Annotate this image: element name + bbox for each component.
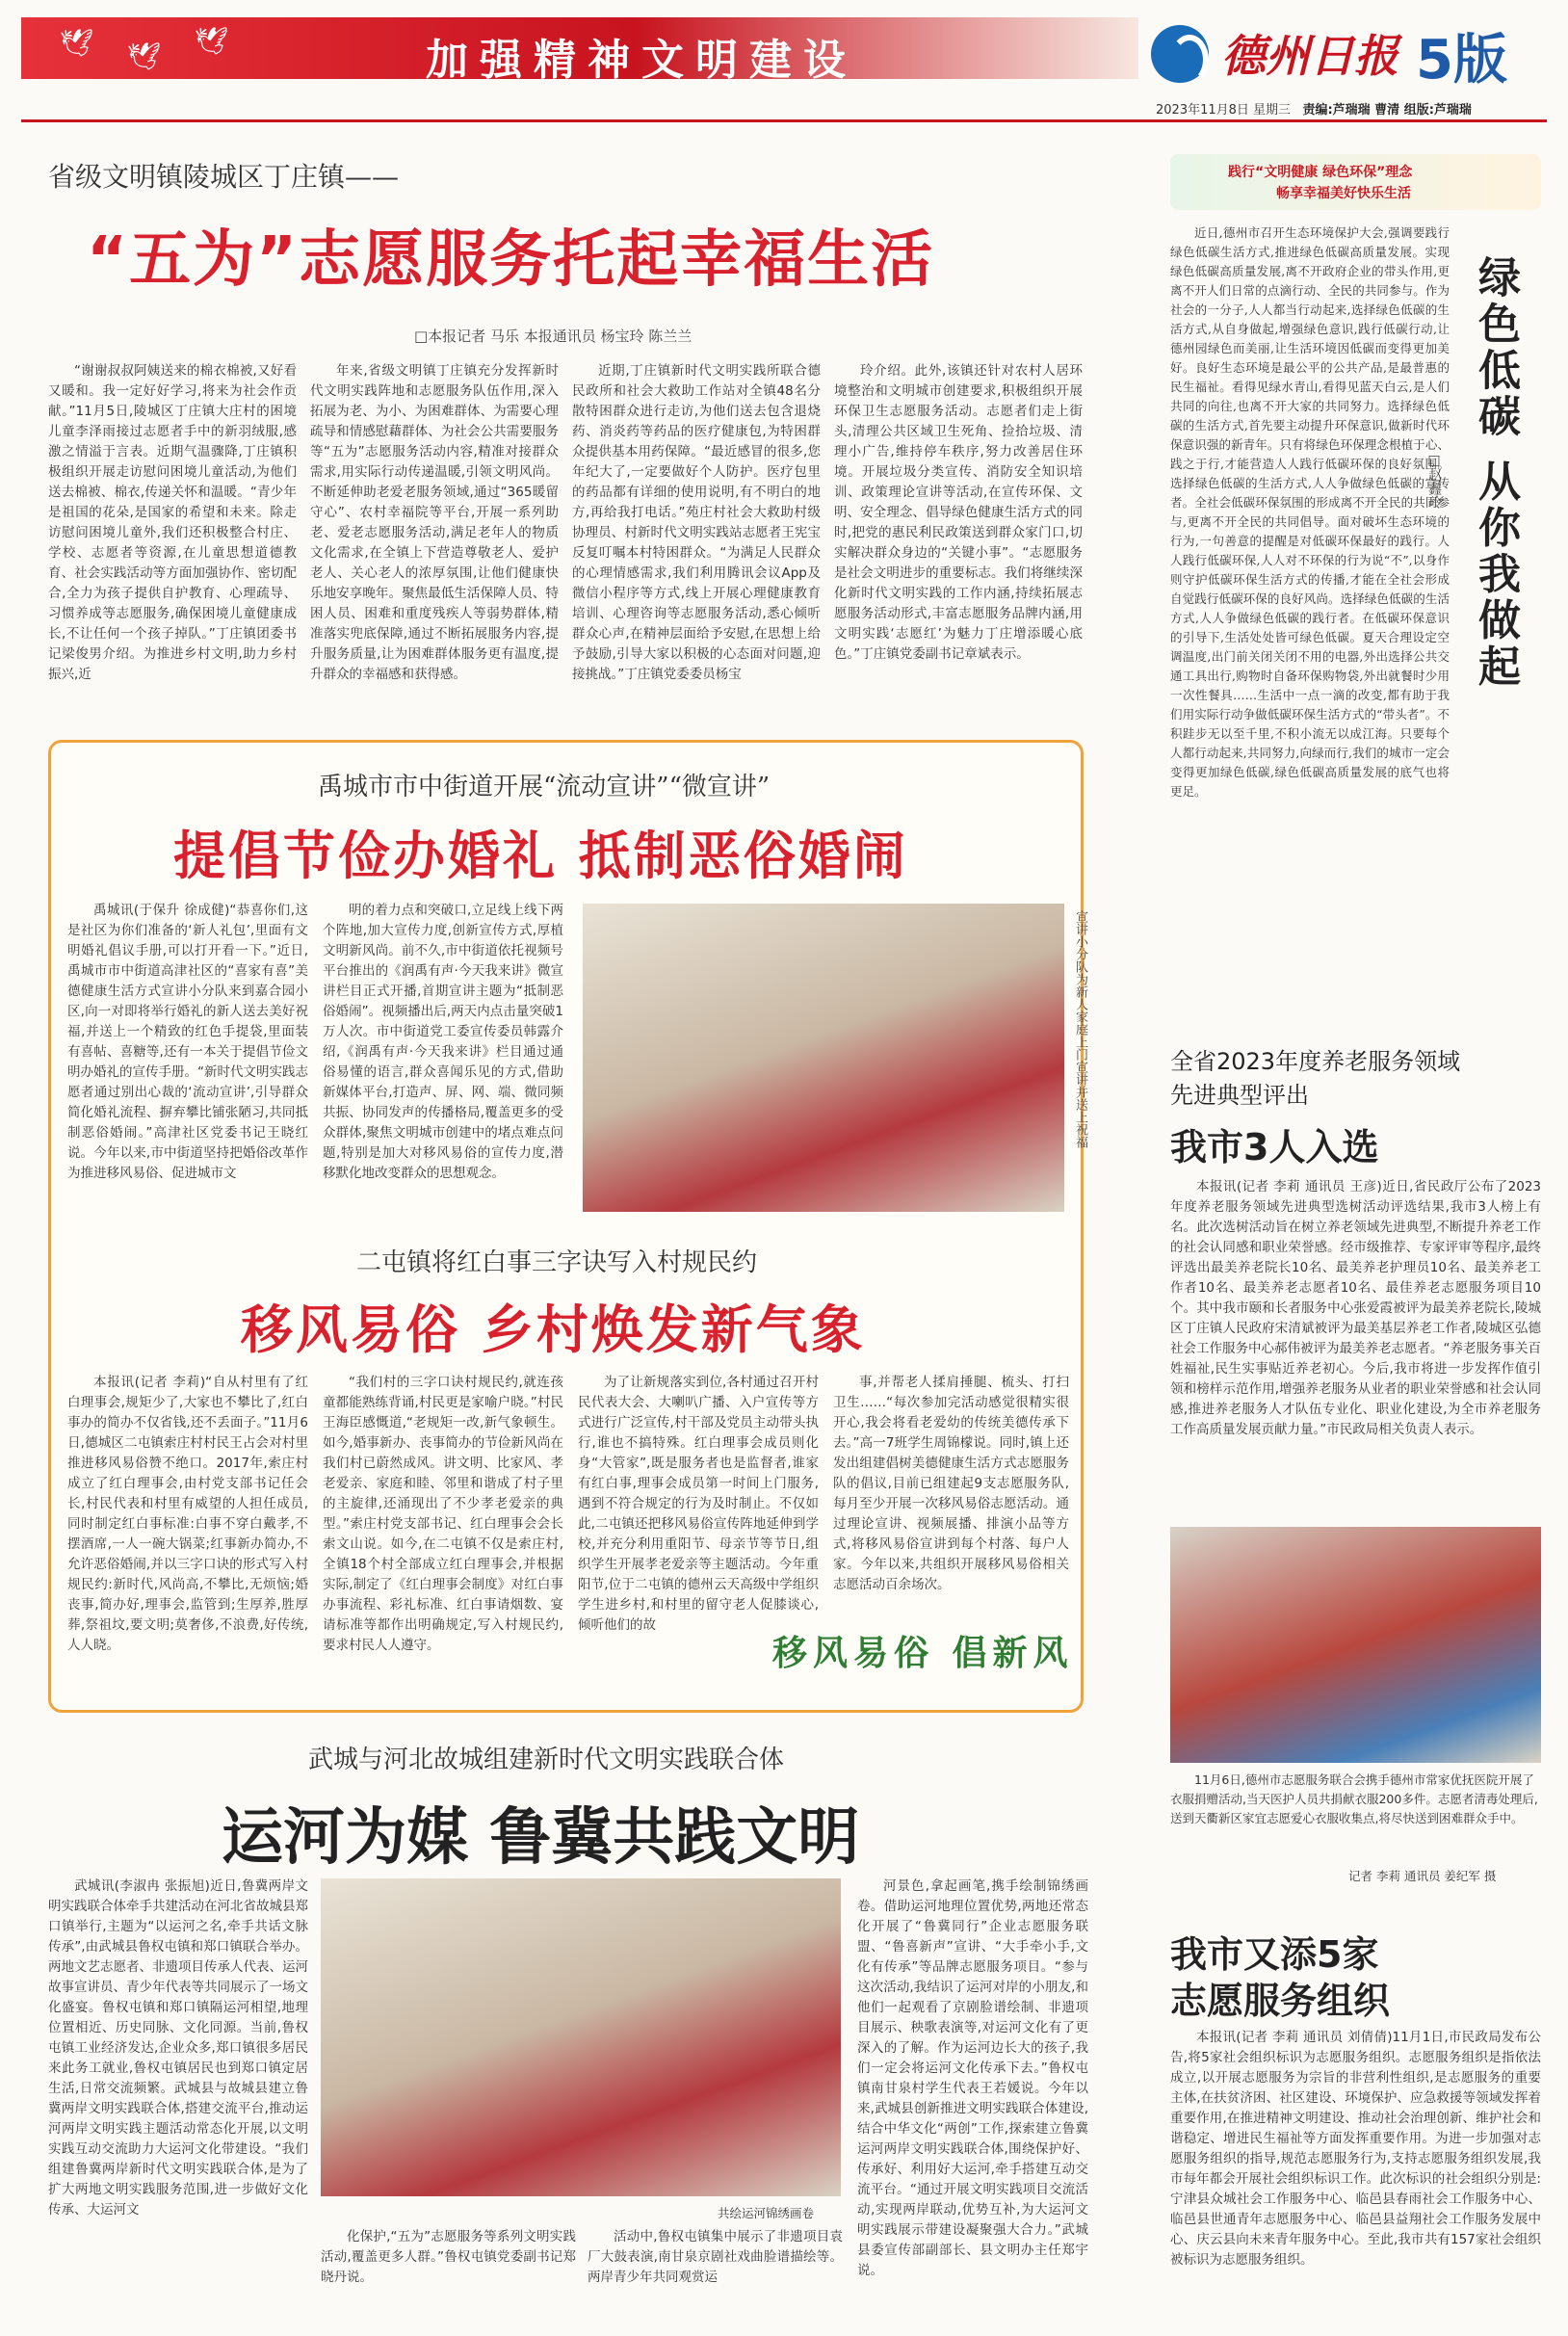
right1-photo-credit: 记者 李莉 通讯员 姜纪军 摄 (1348, 1869, 1497, 1883)
dateline (1156, 99, 1472, 118)
lead-column-4: 玲介绍。此外,该镇还针对农村人居环境整治和文明城市创建要求,积极组织开展环保卫生志愿服务活动。志愿者们走上街头,清理公共区域卫生死角、捡拾垃圾、清理小广告,维持停车秩序,努力改善居住环境。开展垃圾分类宣传、消防安全知识培训、政策理论宣讲等活动,在宣传环保、文明、安全理念、倡导绿色健康生活方式的同时,把党的惠民利民政策送到群众家门口,切实解决群众身边的“关键小事”。“志愿服务是社会文明进步的重要标志。我们将继续深化新时代文明实践的工作内涵,持续拓展志愿服务活动形式,丰富志愿服务品牌内涵,用文明实践‘志愿红’为魅力丁庄增添暖心底色。”丁庄镇党委副书记章斌表示。 (834, 363, 1083, 662)
sidebar-vertical-title: 绿色低碳 从你我做起 (1471, 255, 1520, 691)
story3-photo-caption: 共绘运河锦绣画卷 (718, 2206, 815, 2220)
paper-name: 德州日报 (1221, 30, 1398, 82)
story2-column-2: “我们村的三字口诀村规民约,就连孩童都能熟练背诵,村民更是家喻户晓。”村民王海臣感慨道,“老规矩一改,新气象顿生。如今,婚事新办、丧事简办的节俭新风尚在我们村已蔚然成风。讲文明、比家风、孝老爱亲、家庭和睦、邻里和谐成了村子里的主旋律,还涌现出了不少孝老爱亲的典型。”索庄村党支部书记、红白理事会会长索文山说。如今,在二屯镇不仅是索庄村,全镇18个村全部成立红白理事会,并根据实际,制定了《红白理事会制度》对红白事办事流程、彩礼标准、红白事请烟数、宴请标准等都作出明确规定,写入村规民约,要求村民人人遵守。 (323, 1375, 563, 1653)
story2-column-3: 为了让新规落实到位,各村通过召开村民代表大会、大喇叭广播、入户宣传等方式进行广泛宣传,村干部及党员主动带头执行,谁也不搞特殊。红白理事会成员则化身“大管家”,既是服务者也是监督者,谁家有红白事,理事会成员第一时间上门服务,遇到不符合规定的行为及时制止。不仅如此,二屯镇还把移风易俗宣传阵地延伸到学校,并充分利用重阳节、母亲节等节日,组织学生开展孝老爱亲等主题活动。今年重阳节,位于二屯镇的德州云天高级中学组织学生进乡村,和村里的留守老人促膝谈心,倾听他们的故 (578, 1375, 819, 1633)
story3-column-3: 活动中,鲁权屯镇集中展示了非遗项目袁厂大鼓表演,南甘泉京剧社戏曲脸谱描绘等。两岸青少年共同观赏运 (588, 2229, 843, 2285)
story3-subhead: 武城与河北故城组建新时代文明实践联合体 (308, 1745, 785, 1774)
right1-subhead-2: 先进典型评出 (1170, 1082, 1309, 1109)
story1-column-2: 明的着力点和突破口,立足线上线下两个阵地,加大宣传力度,创新宣传方式,厚植文明新风尚。前不久,市中街道依托视频号平台推出的《润禹有声·今天我来讲》微宣讲栏目正式开播,首期宣讲主题为“抵制恶俗婚闹”。视频播出后,两天内点击量突破1万人次。市中街道党工委宣传委员韩露介绍,《润禹有声·今天我来讲》栏目通过通俗易懂的语言,群众喜闻乐见的方式,借助新媒体平台,打造声、屏、网、端、微同频共振、协同发声的传播格局,覆盖更多的受众群体,聚焦文明城市创建中的堵点难点问题,特别是加大对移风易俗的宣传力度,潜移默化地改变群众的思想观念。 (323, 903, 563, 1181)
story2-headline: 移风易俗 乡村焕发新气象 (241, 1299, 866, 1360)
story2-subhead: 二屯镇将红白事三字诀写入村规民约 (356, 1248, 758, 1277)
lead-column-3: 近期,丁庄镇新时代文明实践所联合德民政所和社会大救助工作站对全镇48名分散特困群众进行走访,为他们送去包含退烧药、消炎药等药品的医疗健康包,为特困群众提供基本用药保障。“最近感冒的很多,您年纪大了,一定要做好个人防护。医疗包里的药品都有详细的使用说明,有不明白的地方,再给我打电话。”苑庄村社会大救助村级协理员、村新时代文明实践站志愿者王宪宝反复叮嘱本村特困群众。“为满足人民群众的心理情感需求,我们利用腾讯会议App及微信小程序等方式,线上开展心理健康教育培训、心理咨询等志愿服务活动,悉心倾听群众心声,在精神层面给予安慰,在思想上给予鼓励,引导大家以积极的心态面对问题,迎接挑战。”丁庄镇党委委员杨宝 (572, 363, 821, 682)
story1-photo-caption: 宣讲小分队为新人家庭上门宣讲并送上祝福 (1073, 910, 1087, 1148)
story3-column-4: 河景色,拿起画笔,携手绘制锦绣画卷。借助运河地理位置优势,两地还常态化开展了“鲁冀同行”企业志愿服务联盟、“鲁喜新声”宣讲、“大手牵小手,文化有传承”等品牌志愿服务项目。“参与这次活动,我结识了运河对岸的小朋友,和他们一起观看了京剧脸谱绘制、非遗项目展示、秧歌表演等,对运河文化有了更深入的了解。作为运河边长大的孩子,我们一定会将运河文化传承下去。”鲁权屯镇南甘泉村学生代表王若媛说。今年以来,武城县创新推进文明实践联合体建设,结合中华文化“两创”工作,探索建立鲁冀运河两岸文明实践联合体,围绕保护好、传承好、利用好大运河,牵手搭建互动交流平台。“通过开展文明实践项目交流活动,实现两岸联动,优势互补,为大运河文明实践展示带建设凝聚强大合力。”武城县委宣传部副部长、县文明办主任郑宇说。 (857, 1878, 1088, 2278)
issue-date: 2023年11月8日 星期三 (1156, 103, 1292, 118)
story2-column-4: 事,并帮老人揉肩捶腿、梳头、打扫卫生……“每次参加完活动感觉很精实很开心,我会将看老爱幼的传统美德传承下去。”高一7班学生周锦檬说。同时,镇上还发出组建倡树美德健康生活方式志愿服务队的倡议,目前已组建起9支志愿服务队,每月至少开展一次移风易俗志愿活动。通过理论宣讲、视频展播、排演小品等方式,将移风易俗宣讲到每个村落、每户人家。今年以来,共组织开展移风易俗相关志愿活动百余场次。 (833, 1375, 1069, 1592)
right1-headline: 我市3人入选 (1170, 1126, 1379, 1168)
wedding-outreach-photo (583, 904, 1064, 1212)
right1-photo-caption: 11月6日,德州市志愿服务联合会携手德州市常家优抚医院开展了衣服捐赠活动,当天医护人员共捐献衣服200多件。志愿者清毒处理后,送到天衢新区家宜志愿爱心衣服收集点,将尽快送到困难群众手中。 (1170, 1772, 1538, 1825)
story2-column-1: 本报讯(记者 李莉)“自从村里有了红白理事会,规矩少了,大家也不攀比了,红白事办的简办不仅省钱,还不丢面子。”11月6日,德城区二屯镇索庄村村民王占会对村里推进移风易俗赞不绝口。2017年,索庄村成立了红白理事会,由村党支部书记任会长,村民代表和村里有威望的人担任成员,同时制定红白事标准:白事不穿白戴孝,不摆酒席,一人一碗大锅菜;红事新办简办,不允许恶俗婚闹,并以三字口诀的形式写入村规民约:新时代,风尚高,不攀比,无烦恼;婚丧事,简办好,理事会,监管到;生厚养,胜厚葬,祭祖坟,要文明;莫奢侈,不浪费,好传统,人人晓。 (67, 1375, 308, 1653)
sidebar-banner-line1: 践行“文明健康 绿色环保”理念 (1228, 165, 1413, 180)
sidebar-banner-line2: 畅享幸福美好快乐生活 (1276, 186, 1411, 201)
sidebar-author: □赵鑫玲 (1426, 453, 1442, 509)
editor-credits: 责编:芦瑞瑞 曹清 组版:芦瑞瑞 (1302, 103, 1472, 118)
dove-icon: 🕊 (195, 25, 229, 57)
lead-column-2: 年来,省级文明镇丁庄镇充分发挥新时代文明实践阵地和志愿服务队伍作用,深入拓展为老、为小、为困难群体、为需要心理疏导和情感慰藉群体、为社会公共需要服务等“五为”志愿服务活动内容,精准对接群众需求,用实际行动传递温暖,引领文明风尚。不断延伸助老爱老服务领域,通过“365暖留守心”、农村幸福院等平台,开展一系列助老、爱老志愿服务活动,满足老年人的物质文化需求,在全镇上下营造尊敬老人、爱护老人、关心老人的浓厚氛围,让他们健康快乐地安享晚年。聚焦最低生活保障人员、特困人员、困难和重度残疾人等弱势群体,精准落实兜底保障,通过不断拓展服务内容,提升服务质量,让为困难群体服务更有温度,提升群众的幸福感和获得感。 (310, 363, 559, 682)
dove-icon: 🕊 (60, 27, 94, 59)
newspaper-logo-icon (1151, 25, 1209, 83)
lead-byline: □本报记者 马乐 本报通讯员 杨宝玲 陈兰兰 (414, 328, 693, 345)
lead-headline: “五为”志愿服务托起幸福生活 (87, 224, 935, 296)
story1-column-1: 禹城讯(于保升 徐成健)“恭喜你们,这是社区为你们准备的‘新人礼包’,里面有文明婚礼倡议手册,可以打开看一下。”近日,禹城市市中街道高津社区的“喜家有喜”美德健康生活方式宣讲小分队来到嘉合园小区,向一对即将举行婚礼的新人送去美好祝福,并送上一个精致的红色手提袋,里面装有喜帖、喜糖等,还有一本关于提倡节俭文明办婚礼的宣传手册。“新时代文明实践志愿者通过别出心裁的‘流动宣讲’,引导群众简化婚礼流程、摒弃攀比铺张陋习,共同抵制恶俗婚闹。”高津社区党委书记王晓红说。今年以来,市中街道坚持把婚俗改革作为推进移风易俗、促进城市文 (67, 903, 308, 1181)
banner-title: 加强精神文明建设 (426, 36, 857, 85)
new-custom-stamp: 移风易俗 倡新风 (772, 1633, 1074, 1673)
story3-column-2: 化保护,“五为”志愿服务等系列文明实践活动,覆盖更多人群。”鲁权屯镇党委副书记郑晓丹说。 (321, 2229, 576, 2285)
masthead-banner (21, 17, 1138, 85)
edition-number: 5版 (1416, 29, 1507, 92)
right2-text: 本报讯(记者 李莉 通讯员 刘倩倩)11月1日,市民政局发布公告,将5家社会组织标识为志愿服务组织。志愿服务组织是指依法成立,以开展志愿服务为宗旨的非营利性组织,是志愿服务的重要主体,在扶贫济困、社区建设、环境保护、应急救援等领域发挥着重要作用,在推进精神文明建设、推动社会治理创新、维护社会和谐稳定、增进民生福祉等方面发挥重要作用。为进一步加强对志愿服务组织的指导,规范志愿服务行为,支持志愿服务组织发展,我市每年都会开展社会组织标识工作。此次标识的社会组织分别是:宁津县众城社会工作服务中心、临邑县春雨社会工作服务中心、临邑县世通青年志愿服务中心、临邑县益翔社会工作服务发展中心、庆云县向未来青年服务中心。至此,我市共有157家社会组织被标识为志愿服务组织。 (1170, 2030, 1541, 2268)
lead-kicker: 省级文明镇陵城区丁庄镇—— (48, 161, 400, 193)
sidebar-text-top: 近日,德州市召开生态环境保护大会,强调要践行绿色低碳生活方式,推进绿色低碳高质量发展。实现绿色低碳高质量发展,离不开政府企业的带头作用,更离不开人们日常的点滴行动、全民的共同参与。作为社会的一分子,人人都当行动起来,选择绿色低碳的生活方式,从自身做起,增强绿色意识,践行低碳行动,让德州园绿色而美丽,让生活环境因低碳而变得更加美好。良好生态环境是最公平的公共产品,是最普惠的民生福祉。看得见绿水青山,看得见蓝天白云,是人们共同的向往,也离不开大家的共同努力。选择绿色低碳的生活方式,首先要主动提升环保意识,做新时代环保意识强的新青年。只有将绿色环保理念根植于心、践之于行,才能营造人人践行低碳环保的良好氛围。选择绿色低碳的生活方式,人人争做绿色低碳的宣传者。全社会低碳环保氛围的形成离不开全民的共同参与,更离不开全民的共同倡导。面对破坏生态环境的行为,一句善意的提醒是对低碳环保最好的践行。人人践行低碳环保,人人对不环保的行为说“不”,以身作则守护低碳环保生活方式的传播,才能在全社会形成自觉践行低碳环保的良好风尚。选择绿色低碳的生活方式,人人争做绿色低碳的践行者。在低碳环保意识的引导下,生活处处皆可绿色低碳。夏天合理设定空调温度,出门前关闭关闭不用的电器,外出选择公共交通工具出行,购物时自备环保购物袋,外出就餐时少用一次性餐具……生活中一点一滴的改变,都有助于我们用实际行动争做低碳环保生活方式的“带头者”。不积跬步无以至千里,不积小流无以成江海。只要每个人都行动起来,共同努力,向绿而行,我们的城市一定会变得更加绿色低碳,绿色低碳高质量发展的底气也将更足。 (1170, 225, 1450, 799)
story3-column-1: 武城讯(李淑冉 张振旭)近日,鲁冀两岸文明实践联合体牵手共建活动在河北省故城县郑口镇举行,主题为“以运河之名,牵手共话文脉传承”,由武城县鲁权屯镇和郑口镇联合举办。两地文艺志愿者、非遗项目传承人代表、运河故事宣讲员、青少年代表等共同展示了一场文化盛宴。鲁权屯镇和郑口镇隔运河相望,地理位置相近、历史同脉、文化同源。当前,鲁权屯镇工业经济发达,企业众多,郑口镇很多居民来此务工就业,鲁权屯镇居民也到郑口镇定居生活,日常交流频繁。武城县与故城县建立鲁冀两岸文明实践联合体,搭建交流平台,推动运河两岸文明实践主题活动常态化开展,以文明实践互动交流助力大运河文化带建设。“我们组建鲁冀两岸新时代文明实践联合体,是为了扩大两地文明实践服务范围,进一步做好文化传承、大运河文 (48, 1878, 308, 2218)
dove-icon: 🕊 (127, 40, 162, 72)
story3-headline: 运河为媒 鲁冀共践文明 (222, 1801, 860, 1874)
story1-subhead: 禹城市市中街道开展“流动宣讲”“微宣讲” (318, 773, 771, 801)
right2-headline-1: 我市又添5家 (1170, 1933, 1379, 1976)
lead-column-1: “谢谢叔叔阿姨送来的棉衣棉被,又好看又暖和。我一定好好学习,将来为社会作贡献。”11月5日,陵城区丁庄镇大庄村的困境儿童李泽雨接过志愿者手中的新羽绒服,感激之情溢于言表。近期气温骤降,丁庄镇积极组织开展走访慰问困境儿童活动,为他们送去棉被、棉衣,传递关怀和温暖。“青少年是祖国的花朵,是国家的希望和未来。除走访慰问困境儿童外,我们还积极整合村庄、学校、志愿者等资源,在儿童思想道德教育、社会实践活动等方面加强协作、密切配合,全力为孩子提供自护教育、心理疏导、习惯养成等志愿服务,确保困境儿童健康成长,不让任何一个孩子掉队。”丁庄镇团委书记梁俊男介绍。为推进乡村文明,助力乡村振兴,近 (48, 363, 297, 682)
right2-headline-2: 志愿服务组织 (1170, 1980, 1391, 2022)
canal-painting-photo (321, 1878, 841, 2196)
clothes-donation-photo (1170, 1527, 1541, 1763)
sidebar-banner (1170, 154, 1541, 210)
right1-text: 本报讯(记者 李莉 通讯员 王彦)近日,省民政厅公布了2023年度养老服务领域先进典型选树活动评选结果,我市3人榜上有名。此次选树活动旨在树立养老领域先进典型,不断提升养老工作的社会认同感和职业荣誉感。经市级推荐、专家评审等程序,最终评选出最美养老院长10名、最美养老护理员10名、最美养老工作者10名、最美养老志愿者10名、最佳养老志愿服务项目10个。其中我市颐和长者服务中心张爱霞被评为最美养老院长,陵城区丁庄镇人民政府宋清斌被评为最美基层养老工作者,陵城区弘德社会工作服务中心郝伟被评为最美养老志愿者。“养老服务事关百姓福祉,民生实事贴近养老初心。今后,我市将进一步发挥作值引领和榜样示范作用,增强养老服务从业者的职业荣誉感和社会认同感,推进养老服务人才队伍专业化、职业化建设,为全市养老服务工作高质量发展贡献力量。”市民政局相关负责人表示。 (1170, 1179, 1541, 1437)
right1-subhead-1: 全省2023年度养老服务领域 (1170, 1048, 1461, 1075)
story1-headline: 提倡节俭办婚礼 抵制恶俗婚闹 (173, 826, 908, 886)
masthead-rule (21, 119, 1547, 122)
